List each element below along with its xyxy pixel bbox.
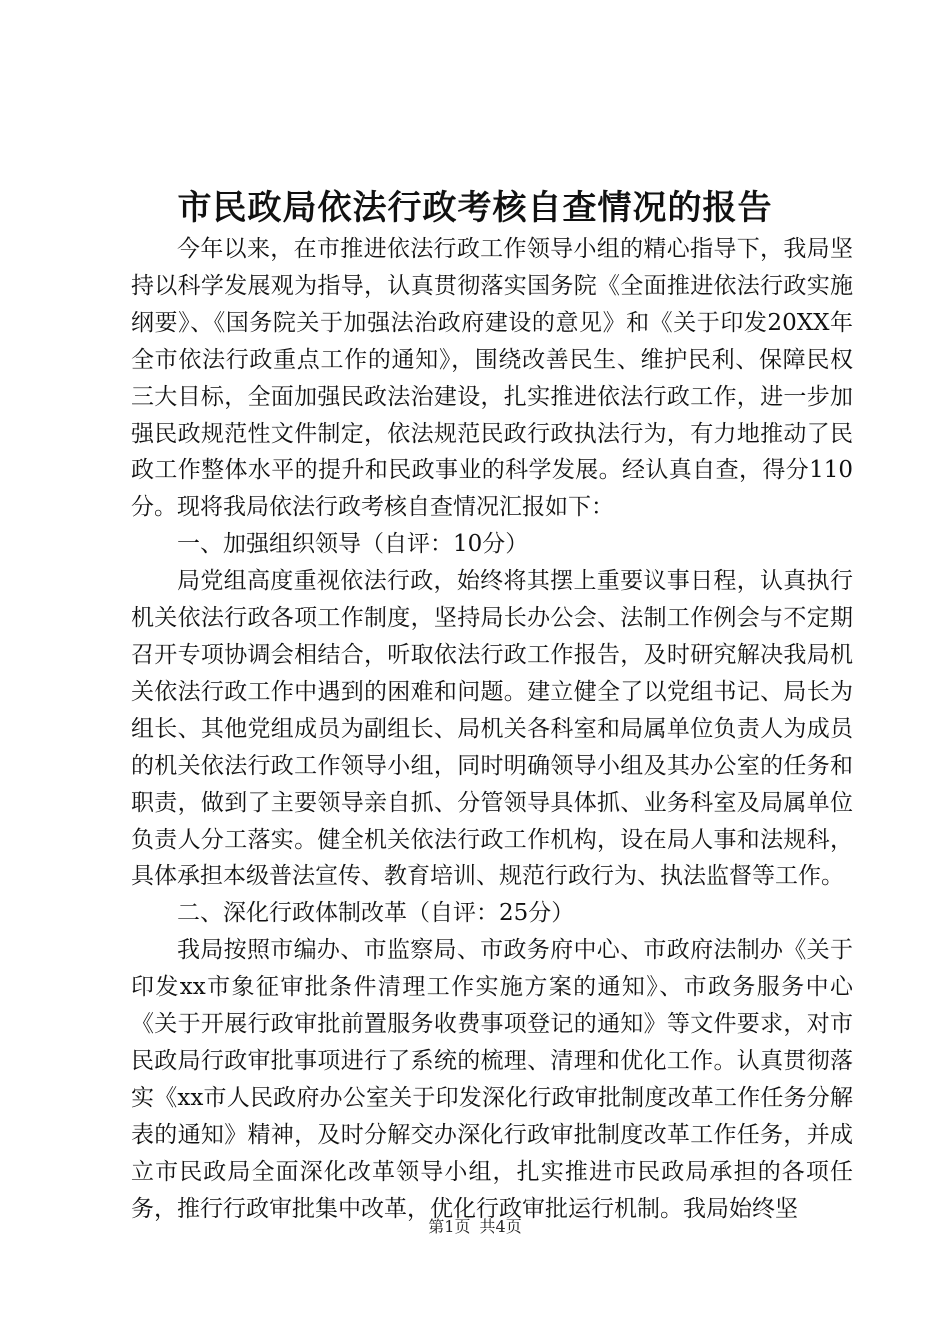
document-body: [131, 231, 853, 1227]
section-heading-1: 一、加强组织领导（自评：10分）: [177, 531, 529, 558]
paragraph-section-1: 局党组高度重视依法行政，始终将其摆上重要议事日程，认真执行机关依法行政各项工作制度，坚持局长办公会、法制工作例会与不定期召开专项协调会相结合，听取依法行政工作报告，及时研究解决我局机关依法行政工作中遇到的困难和问题。建立健全了以党组书记、局长为组长、其他党组成员为副组长、局机关各科室和局属单位负责人为成员的机关依法行政工作领导小组，同时明确领导小组及其办公室的任务和职责，做到了主要领导亲自抓、分管领导具体抓、业务科室及局属单位负责人分工落实。健全机关依法行政工作机构，设在局人事和法规科，具体承担本级普法宣传、教育培训、规范行政行为、执法监督等工作。: [131, 568, 853, 890]
paragraph-intro: 今年以来，在市推进依法行政工作领导小组的精心指导下，我局坚持以科学发展观为指导，认真贯彻落实国务院《全面推进依法行政实施纲要》、《国务院关于加强法治政府建设的意见》和《关于印发20XX年全市依法行政重点工作的通知》，围绕改善民生、维护民利、保障民权三大目标，全面加强民政法治建设，扎实推进依法行政工作，进一步加强民政规范性文件制定，依法规范民政行政执法行为，有力地推动了民政工作整体水平的提升和民政事业的科学发展。经认真自查，得分110分。现将我局依法行政考核自查情况汇报如下：: [131, 236, 853, 521]
page-total: 共4页: [479, 1217, 522, 1236]
page-number: 第1页: [428, 1217, 471, 1236]
page-footer: [0, 1216, 950, 1238]
document-title: 市民政局依法行政考核自查情况的报告: [177, 188, 773, 228]
paragraph-section-2: 我局按照市编办、市监察局、市政务府中心、市政府法制办《关于印发xx市象征审批条件清理工作实施方案的通知》、市政务服务中心《关于开展行政审批前置服务收费事项登记的通知》等文件要求，对市民政局行政审批事项进行了系统的梳理、清理和优化工作。认真贯彻落实《xx市人民政府办公室关于印发深化行政审批制度改革工作任务分解表的通知》精神，及时分解交办深化行政审批制度改革工作任务，并成立市民政局全面深化改革领导小组，扎实推进市民政局承担的各项任务，推行行政审批集中改革，优化行政审批运行机制。我局始终坚: [131, 937, 853, 1222]
section-heading-2: 二、深化行政体制改革（自评：25分）: [177, 900, 575, 927]
